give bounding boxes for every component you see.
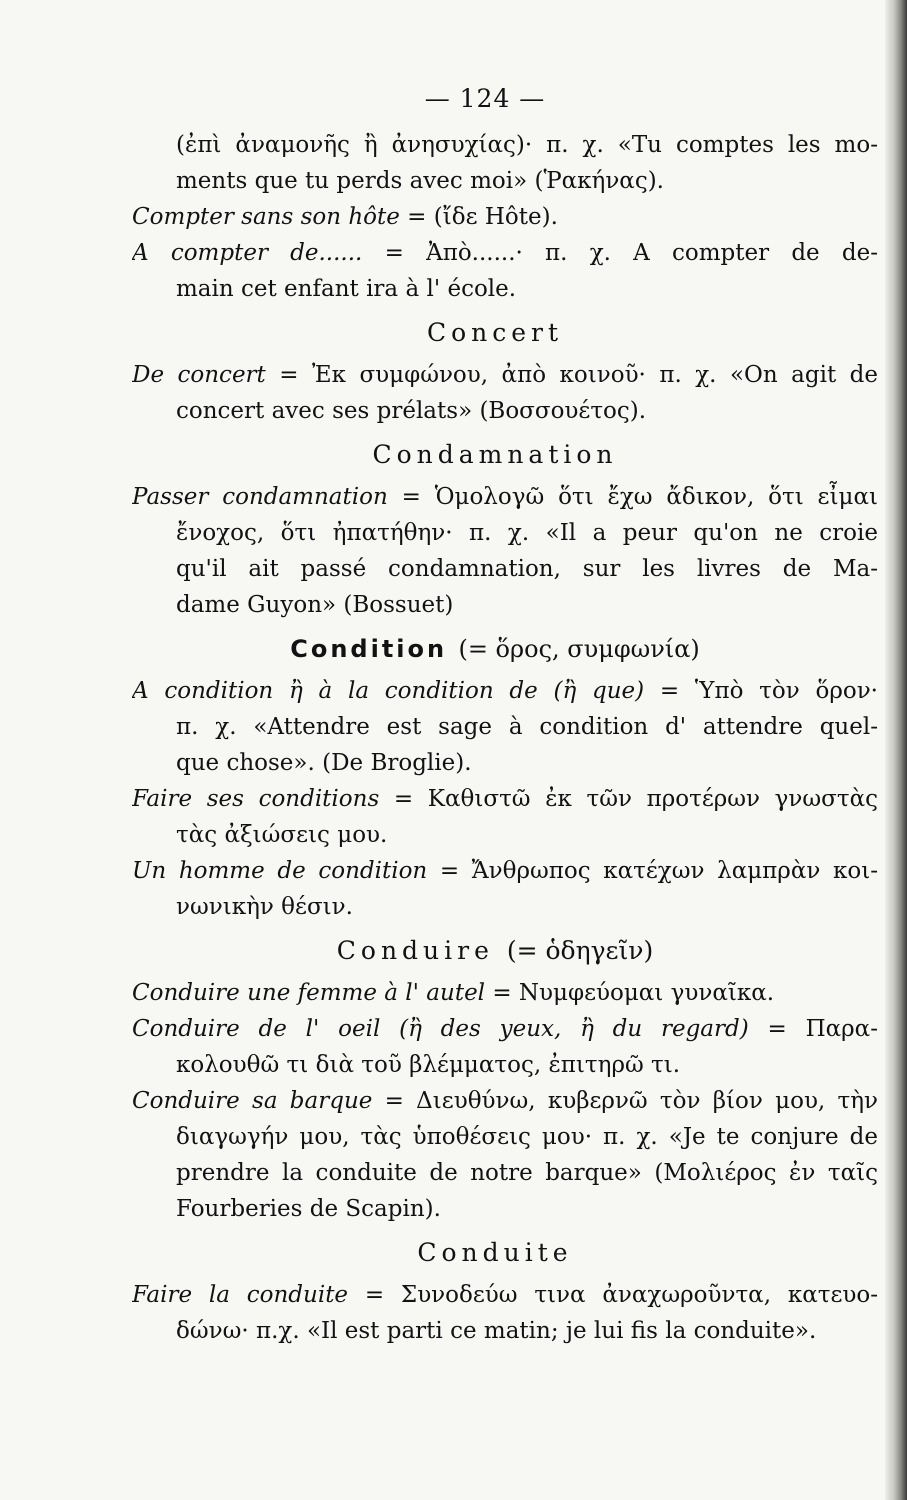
entry-line: κολουθῶ τι διὰ τοῦ βλέμματος, ἐπιτηρῶ τι. <box>176 1052 681 1078</box>
entry-de-concert <box>132 357 878 429</box>
heading-word: Conduire <box>336 936 494 965</box>
section-heading-condition <box>132 629 878 669</box>
section-heading-condamnation: Condamnation <box>372 440 618 469</box>
entry-line: ments que tu perds avec moi» (Ῥακήνας). <box>176 168 664 194</box>
entry-term: De concert <box>132 362 266 388</box>
entry-line: νωνικὴν θέσιν. <box>176 894 353 920</box>
entry-line: = Ἀπὸ......· π. χ. A compter de de- <box>362 240 878 266</box>
entry-line: dame Guyon» (Bossuet) <box>176 592 454 618</box>
entry-line: concert avec ses prélats» (Βοσσουέτος). <box>176 398 647 424</box>
entry-line: δώνω· π.χ. «Il est parti ce matin; je lui fis la conduite». <box>176 1318 817 1344</box>
entry-term: Compter sans son hôte <box>132 204 400 230</box>
entry-continuation <box>132 127 878 199</box>
entry-line: = Παρα- <box>748 1016 878 1042</box>
section-heading-concert: Concert <box>426 318 564 347</box>
entry-line: (ἐπὶ ἀναμονῆς ἢ ἀνησυχίας)· π. χ. «Tu comptes les mo- <box>176 132 878 158</box>
heading-gloss: (= ὁδηγεῖν) <box>506 936 654 965</box>
heading-word: Condition <box>290 635 448 663</box>
entry-term: Conduire sa barque <box>132 1088 373 1114</box>
entry-term: Conduire de l' oeil (ἢ des yeux, ἢ du regard) <box>132 1016 749 1042</box>
entry-line: = Ὁμολογῶ ὅτι ἔχω ἄδικον, ὅτι εἶμαι <box>387 484 878 510</box>
entry-line: = Ὑπὸ τὸν ὅρον· <box>644 678 878 704</box>
entry-line: que chose». (De Broglie). <box>176 750 472 776</box>
entry-line: διαγωγήν μου, τὰς ὑποθέσεις μου· π. χ. «Je te conjure de <box>176 1124 878 1150</box>
section-heading-conduire <box>132 931 878 971</box>
entry-line: main cet enfant ira à l' école. <box>176 276 517 302</box>
entry-line: Fourberies de Scapin). <box>176 1196 441 1222</box>
entry-conduire-sa-barque <box>132 1083 878 1227</box>
entry-term: Passer condamnation <box>132 484 388 510</box>
entry-line: = Καθιστῶ ἐκ τῶν προτέρων γνωστὰς <box>379 786 878 812</box>
entry-term: A compter de...... <box>132 240 363 266</box>
entry-line: = Διευθύνω, κυβερνῶ τὸν βίον μου, τὴν <box>372 1088 878 1114</box>
entry-line: = Νυμφεύομαι γυναῖκα. <box>485 980 775 1006</box>
entry-line: = Ἄνθρωπος κατέχων λαμπρὰν κοι- <box>427 858 878 884</box>
page-edge-shadow <box>885 0 907 1500</box>
entry-term: Faire la conduite <box>132 1282 349 1308</box>
entry-faire-ses-conditions <box>132 781 878 853</box>
entry-line: π. χ. «Attendre est sage à condition d' attendre quel- <box>176 714 878 740</box>
entry-line: τὰς ἀξιώσεις μου. <box>176 822 388 848</box>
entry-line: qu'il ait passé condamnation, sur les livres de Ma- <box>176 556 878 582</box>
entry-term: A condition ἢ à la condition de (ἢ que) <box>132 678 645 704</box>
heading-gloss: (= ὅρος, συμφωνία) <box>458 635 700 663</box>
entry-line: = Ἐκ συμφώνου, ἀπὸ κοινοῦ· π. χ. «On agit de <box>265 362 878 388</box>
entry-line: = Συνοδεύω τινα ἀναχωροῦντα, κατευο- <box>348 1282 878 1308</box>
entry-conduire-de-l-oeil <box>132 1011 878 1083</box>
entry-a-compter-de <box>132 235 878 307</box>
entry-term: Un homme de condition <box>132 858 428 884</box>
page-content <box>132 84 878 1349</box>
entry-line: ἔνοχος, ὅτι ἠπατήθην· π. χ. «Il a peur qu'on ne croie <box>176 520 878 546</box>
entry-compter-sans-son-hote <box>132 199 878 235</box>
entry-term: Conduire une femme à l' autel <box>132 980 486 1006</box>
entry-un-homme-de-condition <box>132 853 878 925</box>
entry-passer-condamnation <box>132 479 878 623</box>
page-number: — 124 — <box>424 84 546 113</box>
entry-faire-la-conduite <box>132 1277 878 1349</box>
entry-line: = (ἴδε Hôte). <box>399 204 558 230</box>
entry-term: Faire ses conditions <box>132 786 380 812</box>
entry-line: prendre la conduite de notre barque» (Μολιέρος ἐν ταῖς <box>176 1160 878 1186</box>
section-heading-conduite: Conduite <box>417 1238 573 1267</box>
entry-a-condition <box>132 673 878 781</box>
entry-conduire-une-femme <box>132 975 878 1011</box>
